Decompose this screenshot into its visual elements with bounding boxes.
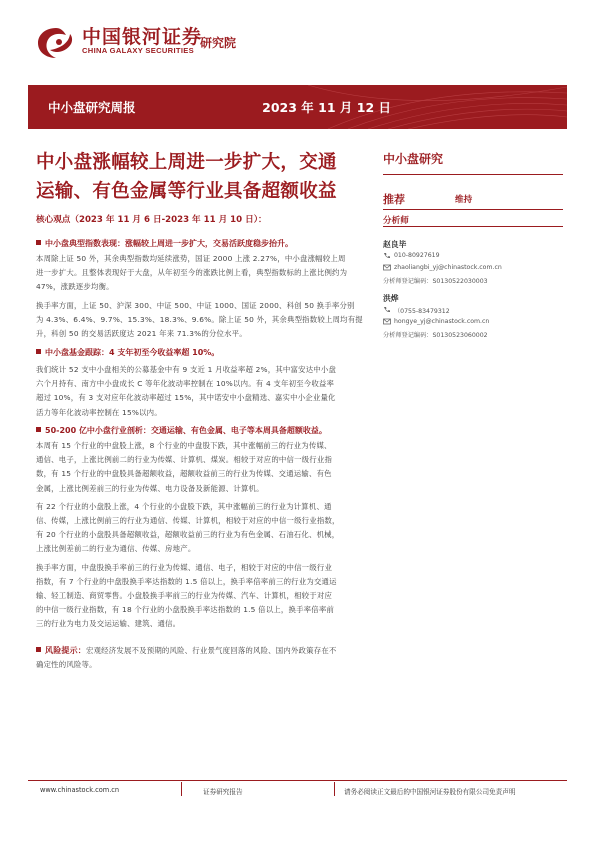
bullet-square-icon (36, 240, 41, 245)
paragraph: 有 22 个行业的小盘股上涨，4 个行业的小盘股下跌，其中涨幅前三的行业为计算机、通 信、传媒，上涨比例前三的行业为通信、传媒、计算机，相较于对应的中信一级行业指数， 有 20 个行业的小盘股具备超额收益，超额收益前三的行业为有色金属、石油石化、机械， 上涨比例差前二的行业为通信、传媒、房地产。 (36, 501, 340, 554)
rating-label: 推荐 (383, 193, 405, 206)
footer-divider (28, 780, 567, 781)
section-fund-tracking (36, 347, 376, 420)
title-line: 运输、有色金属等行业具备超额收益 (36, 181, 337, 202)
core-view-heading: 核心观点（2023 年 11 月 6 日-2023 年 11 月 10 日）： (36, 215, 267, 225)
report-date: 2023 年 11 月 12 日 (262, 100, 391, 115)
analyst-name: 洪烨 (383, 294, 399, 303)
paragraph: 换手率方面，中盘股换手率前三的行业为传媒、通信、电子，相较于对应的中信一级行业 指数，有 7 个行业的中盘股换手率达指数的 1.5 倍以上，换手率倍率前三的行业为交通运 输、轻工制造、商贸零售。小盘股换手率前三的行业为传媒、汽车、计算机，相较于对应 的中信一级行业指数，有 18 个行业的小盘股换手率达指数的 1.5 倍以上，换手率倍率前 三的行业为电力及交运运输、建筑、通信。 (36, 562, 337, 629)
sidebar-divider (383, 226, 563, 227)
analyst-heading: 分析师 (383, 216, 409, 226)
paragraph: 换手率方面，上证 50、沪深 300、中证 500、中证 1000、国证 2000、科创 50 换手率分别 为 4.3%、6.4%、9.7%、15.3%、18.3%、9.6%。除上证 50 外，其余典型指数较上周均有提 升，科创 50 的交易活跃度达 2021 年来 71.3%的分位水平。 (36, 300, 363, 339)
phone-icon (383, 252, 391, 259)
report-type: 中小盘研究周报 (48, 100, 136, 115)
sidebar-category (383, 150, 563, 167)
report-title (36, 148, 376, 206)
section-index-performance (36, 238, 376, 341)
analyst-email[interactable]: zhaoliangbi_yj@chinastock.com.cn (394, 264, 502, 271)
section-heading: 中小盘典型指数表现：涨幅较上周进一步扩大，交易活跃度稳步抬升。 (36, 238, 376, 250)
analyst-name: 赵良毕 (383, 240, 407, 249)
section-industry-analysis (36, 425, 376, 632)
analyst-phone: 010-80927619 (394, 252, 440, 259)
rating-value: 维持 (455, 195, 473, 205)
analyst-email[interactable]: hongye_yj@chinastock.com.cn (394, 318, 490, 325)
bullet-square-icon (36, 647, 41, 652)
sidebar-divider (383, 174, 563, 175)
footer-website[interactable]: www.chinastock.com.cn (40, 786, 120, 794)
email-icon (383, 318, 391, 325)
email-icon (383, 264, 391, 271)
sidebar-divider (383, 209, 563, 210)
phone-icon (383, 306, 391, 313)
analyst-cert: 分析师登记编码：S0130522030003 (383, 278, 488, 285)
footer-separator (181, 782, 182, 796)
galaxy-logo-icon (36, 26, 76, 60)
bullet-square-icon (36, 349, 41, 354)
title-line: 中小盘涨幅较上周进一步扩大，交通 (36, 152, 337, 173)
section-risk-warning (36, 644, 376, 672)
bullet-square-icon (36, 427, 41, 432)
section-heading: 50-200 亿中小盘行业剖析：交通运输、有色金属、电子等本周具备超额收益。 (36, 425, 376, 437)
section-heading: 中小盘基金跟踪：4 支年初至今收益率超 10%。 (36, 347, 376, 359)
footer-label: 证券研究报告 (203, 788, 243, 796)
analyst-phone: （0755-83479312 (394, 308, 450, 315)
report-banner (28, 85, 567, 129)
brand-name-cn: 中国银河证券 (82, 26, 203, 48)
risk-label: 风险提示： (45, 646, 86, 655)
brand-name-en: CHINA GALAXY SECURITIES (82, 46, 194, 55)
footer-disclaimer: 请务必阅读正文最后的中国银河证券股份有限公司免责声明 (344, 788, 516, 796)
analyst-cert: 分析师登记编码：S0130523060002 (383, 332, 488, 339)
paragraph: 本周除上证 50 外，其余典型指数均延续涨势，国证 2000 上涨 2.27%，中小盘涨幅较上周 进一步扩大。且整体表现好于大盘，从年初至今的涨跌比例上看，典型指数标的上涨比例约为 47%，涨跌逐步均衡。 (36, 254, 348, 292)
category-label: 中小盘研究 (383, 152, 444, 166)
brand-subtitle: 研究院 (200, 36, 237, 50)
footer-separator (334, 782, 335, 796)
paragraph: 我们统计 52 支中小盘相关的公募基金中有 9 支近 1 月收益率超 2%，其中富安达中小盘 六个月持有、南方中小盘成长 C 等年化波动率控制在 10%以内。有 4 支年初至今收益率 超过 10%，有 3 支对应年化波动率超过 15%，其中诺安中小盘精选、嘉实中小企业量化 活力等年化波动率控制在 15%以内。 (36, 365, 337, 417)
paragraph: 本周有 15 个行业的中盘股上涨，8 个行业的中盘股下跌，其中涨幅前三的行业为传媒、 通信、电子，上涨比例前二的行业为传媒、计算机、煤炭。相较于对应的中信一级行业指 数，有 15 个行业的中盘股具备超额收益，超额收益前三的行业为传媒、交通运输、有色 金属，上涨比例差前三的行业为传媒、电力设备及新能源、计算机。 (36, 441, 333, 493)
paragraph: 风险提示：宏观经济发展不及预期的风险、行业景气度回落的风险、国内外政策存在不 确定性的风险等。 (36, 646, 337, 670)
